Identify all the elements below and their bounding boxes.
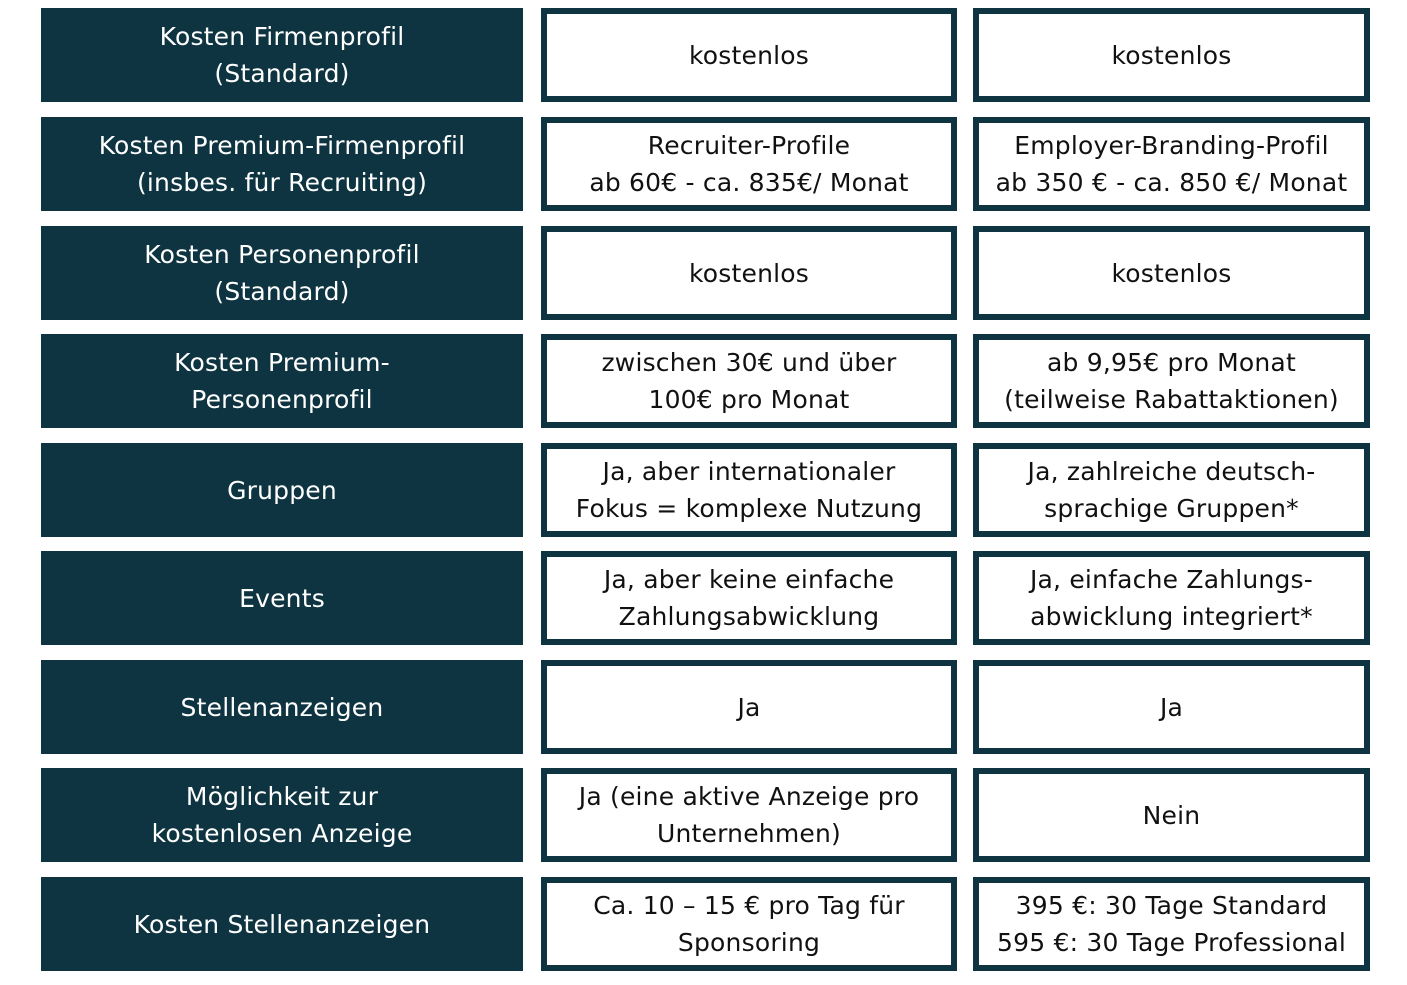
row-label: Kosten Personenprofil (Standard) — [41, 226, 523, 320]
value-cell-column-b: kostenlos — [973, 226, 1370, 320]
row-label: Kosten Premium-Firmenprofil (insbes. für Recruiting) — [41, 117, 523, 211]
value-cell-column-a: kostenlos — [541, 226, 957, 320]
row-label: Stellenanzeigen — [41, 660, 523, 754]
value-cell-column-a: Ja, aber keine einfache Zahlungsabwicklung — [541, 551, 957, 645]
value-cell-column-b: 395 €: 30 Tage Standard 595 €: 30 Tage Professional — [973, 877, 1370, 971]
value-cell-column-b: Ja, zahlreiche deutsch- sprachige Gruppen* — [973, 443, 1370, 537]
value-cell-column-a: Recruiter-Profile ab 60€ - ca. 835€/ Monat — [541, 117, 957, 211]
value-cell-column-a: Ja — [541, 660, 957, 754]
value-cell-column-b: Employer-Branding-Profil ab 350 € - ca. 850 €/ Monat — [973, 117, 1370, 211]
row-label: Gruppen — [41, 443, 523, 537]
row-label: Kosten Premium- Personenprofil — [41, 334, 523, 428]
value-cell-column-a: zwischen 30€ und über 100€ pro Monat — [541, 334, 957, 428]
value-cell-column-b: ab 9,95€ pro Monat (teilweise Rabattaktionen) — [973, 334, 1370, 428]
value-cell-column-b: Nein — [973, 768, 1370, 862]
value-cell-column-b: Ja, einfache Zahlungs- abwicklung integriert* — [973, 551, 1370, 645]
row-label: Möglichkeit zur kostenlosen Anzeige — [41, 768, 523, 862]
value-cell-column-b: Ja — [973, 660, 1370, 754]
value-cell-column-a: kostenlos — [541, 8, 957, 102]
value-cell-column-a: Ja, aber internationaler Fokus = komplexe Nutzung — [541, 443, 957, 537]
row-label: Kosten Firmenprofil (Standard) — [41, 8, 523, 102]
row-label: Kosten Stellenanzeigen — [41, 877, 523, 971]
row-label: Events — [41, 551, 523, 645]
value-cell-column-a: Ja (eine aktive Anzeige pro Unternehmen) — [541, 768, 957, 862]
value-cell-column-a: Ca. 10 – 15 € pro Tag für Sponsoring — [541, 877, 957, 971]
value-cell-column-b: kostenlos — [973, 8, 1370, 102]
